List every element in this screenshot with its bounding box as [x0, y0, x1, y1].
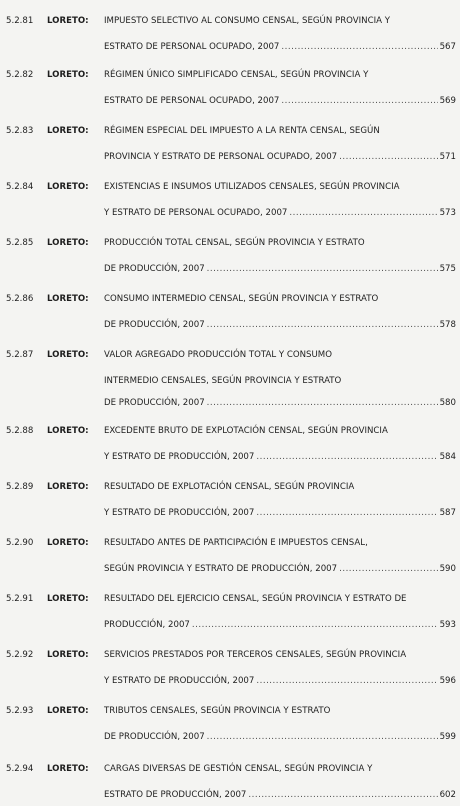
toc-entry-number: 5.2.86 — [6, 294, 34, 304]
toc-entry-title — [104, 424, 456, 468]
toc-entry-number: 5.2.84 — [6, 182, 34, 192]
toc-entry-title-line: Y ESTRATO DE PRODUCCIÓN, 2007 — [104, 508, 255, 518]
toc-entry-last-line — [104, 392, 456, 414]
toc-entry-title-line: ESTRATO DE PERSONAL OCUPADO, 2007 — [104, 96, 280, 106]
toc-entry-last-line — [104, 90, 456, 112]
toc-entry-number: 5.2.92 — [6, 650, 34, 660]
toc-entry-title-line: RÉGIMEN ESPECIAL DEL IMPUESTO A LA RENTA CENSAL, SEGÚN — [104, 126, 380, 136]
toc-entry-title-line: IMPUESTO SELECTIVO AL CONSUMO CENSAL, SEGÚN PROVINCIA Y — [104, 16, 391, 26]
toc-entry-region: LORETO: — [47, 538, 89, 548]
toc-entry-title-line: ESTRATO DE PERSONAL OCUPADO, 2007 — [104, 42, 280, 52]
toc-entry-region: LORETO: — [47, 70, 89, 80]
toc-entry-page-number: 573 — [439, 208, 456, 218]
toc-entry-title — [104, 14, 456, 58]
toc-entry-page-number: 593 — [439, 620, 456, 630]
toc-entry-region: LORETO: — [47, 16, 89, 26]
toc-entry-last-line — [104, 314, 456, 336]
toc-entry-title-line: CONSUMO INTERMEDIO CENSAL, SEGÚN PROVINCIA Y ESTRATO — [104, 294, 379, 304]
toc-entry-page-number: 567 — [439, 42, 456, 52]
toc-entry-title-line: CARGAS DIVERSAS DE GESTIÓN CENSAL, SEGÚN PROVINCIA Y — [104, 764, 373, 774]
toc-entry-title-line: INTERMEDIO CENSALES, SEGÚN PROVINCIA Y ESTRATO — [104, 376, 342, 386]
toc-entry-region: LORETO: — [47, 294, 89, 304]
toc-entry-number: 5.2.91 — [6, 594, 34, 604]
toc-entry-region: LORETO: — [47, 594, 89, 604]
toc-entry-title-line: VALOR AGREGADO PRODUCCIÓN TOTAL Y CONSUMO — [104, 350, 332, 360]
toc-entry-title-line: PRODUCCIÓN, 2007 — [104, 620, 190, 630]
toc-entry-region: LORETO: — [47, 706, 89, 716]
toc-entry-last-line — [104, 614, 456, 636]
toc-entry-last-line — [104, 202, 456, 224]
toc-entry-title — [104, 480, 456, 524]
toc-entry-number: 5.2.82 — [6, 70, 34, 80]
toc-entry-title — [104, 292, 456, 336]
toc-entry-page-number: 575 — [439, 264, 456, 274]
toc-entry-title — [104, 704, 456, 748]
toc-entry-last-line — [104, 36, 456, 58]
dot-leader — [192, 614, 438, 636]
dot-leader — [256, 502, 437, 524]
dot-leader — [339, 146, 437, 168]
toc-entry-title — [104, 180, 456, 224]
toc-entry-number: 5.2.90 — [6, 538, 34, 548]
toc-entry-title-line: RESULTADO DEL EJERCICIO CENSAL, SEGÚN PROVINCIA Y ESTRATO DE — [104, 594, 407, 604]
toc-entry-last-line — [104, 784, 456, 806]
toc-entry-title-line: EXCEDENTE BRUTO DE EXPLOTACIÓN CENSAL, SEGÚN PROVINCIA — [104, 426, 388, 436]
dot-leader — [207, 258, 438, 280]
toc-entry-last-line — [104, 146, 456, 168]
dot-leader — [256, 670, 437, 692]
toc-entry-title — [104, 648, 456, 692]
toc-entry-number: 5.2.83 — [6, 126, 34, 136]
dot-leader — [281, 36, 437, 58]
toc-entry-title-line: EXISTENCIAS E INSUMOS UTILIZADOS CENSALES, SEGÚN PROVINCIA — [104, 182, 400, 192]
dot-leader — [256, 446, 437, 468]
toc-entry-title-line: Y ESTRATO DE PERSONAL OCUPADO, 2007 — [104, 208, 288, 218]
toc-entry-last-line — [104, 670, 456, 692]
toc-entry-title-line: RESULTADO ANTES DE PARTICIPACIÓN E IMPUESTOS CENSAL, — [104, 538, 368, 548]
dot-leader — [281, 90, 437, 112]
toc-entry-title-line: Y ESTRATO DE PRODUCCIÓN, 2007 — [104, 452, 255, 462]
toc-entry-region: LORETO: — [47, 426, 89, 436]
toc-entry-number: 5.2.85 — [6, 238, 34, 248]
toc-entry-title-line: DE PRODUCCIÓN, 2007 — [104, 320, 205, 330]
toc-entry-page-number: 599 — [439, 732, 456, 742]
toc-entry-title — [104, 236, 456, 280]
toc-entry-page-number: 602 — [439, 790, 456, 800]
toc-entry-number: 5.2.87 — [6, 350, 34, 360]
toc-entry-title — [104, 536, 456, 580]
toc-entry-title — [104, 124, 456, 168]
toc-entry-region: LORETO: — [47, 126, 89, 136]
toc-entry-title-line: SERVICIOS PRESTADOS POR TERCEROS CENSALES, SEGÚN PROVINCIA — [104, 650, 407, 660]
toc-entry-region: LORETO: — [47, 482, 89, 492]
toc-entry-title — [104, 68, 456, 112]
toc-entry-region: LORETO: — [47, 238, 89, 248]
toc-entry-page-number: 569 — [439, 96, 456, 106]
toc-entry-title-line: DE PRODUCCIÓN, 2007 — [104, 398, 205, 408]
toc-entry-page-number: 587 — [439, 508, 456, 518]
dot-leader — [207, 392, 438, 414]
toc-entry-number: 5.2.93 — [6, 706, 34, 716]
toc-entry-last-line — [104, 558, 456, 580]
toc-entry-title-line: TRIBUTOS CENSALES, SEGÚN PROVINCIA Y ESTRATO — [104, 706, 331, 716]
toc-entry-title — [104, 762, 456, 806]
toc-entry-last-line — [104, 502, 456, 524]
toc-entry-title-line: PRODUCCIÓN TOTAL CENSAL, SEGÚN PROVINCIA Y ESTRATO — [104, 238, 365, 248]
toc-entry-title-line: SEGÚN PROVINCIA Y ESTRATO DE PRODUCCIÓN, 2007 — [104, 564, 338, 574]
dot-leader — [207, 314, 438, 336]
toc-entry-number: 5.2.94 — [6, 764, 34, 774]
dot-leader — [248, 784, 437, 806]
toc-entry-title-line: Y ESTRATO DE PRODUCCIÓN, 2007 — [104, 676, 255, 686]
toc-entry-page-number: 578 — [439, 320, 456, 330]
dot-leader — [339, 558, 437, 580]
toc-entry-region: LORETO: — [47, 764, 89, 774]
toc-entry-title-line: DE PRODUCCIÓN, 2007 — [104, 264, 205, 274]
toc-entry-page-number: 590 — [439, 564, 456, 574]
toc-entry-title-line: PROVINCIA Y ESTRATO DE PERSONAL OCUPADO, 2007 — [104, 152, 338, 162]
toc-entry-number: 5.2.88 — [6, 426, 34, 436]
toc-entry-region: LORETO: — [47, 650, 89, 660]
toc-entry-title-line: RESULTADO DE EXPLOTACIÓN CENSAL, SEGÚN PROVINCIA — [104, 482, 355, 492]
toc-entry-region: LORETO: — [47, 182, 89, 192]
toc-entry-number: 5.2.81 — [6, 16, 34, 26]
toc-entry-title-line: DE PRODUCCIÓN, 2007 — [104, 732, 205, 742]
dot-leader — [207, 726, 438, 748]
toc-entry-title-line: ESTRATO DE PRODUCCIÓN, 2007 — [104, 790, 247, 800]
toc-entry-last-line — [104, 258, 456, 280]
toc-entry-last-line — [104, 726, 456, 748]
toc-entry-title — [104, 592, 456, 636]
toc-entry-page-number: 596 — [439, 676, 456, 686]
toc-entry-page-number: 580 — [439, 398, 456, 408]
toc-entry-title — [104, 348, 456, 414]
toc-entry-region: LORETO: — [47, 350, 89, 360]
dot-leader — [289, 202, 437, 224]
toc-entry-page-number: 571 — [439, 152, 456, 162]
toc-entry-title-line: RÉGIMEN ÚNICO SIMPLIFICADO CENSAL, SEGÚN PROVINCIA Y — [104, 70, 369, 80]
toc-entry-number: 5.2.89 — [6, 482, 34, 492]
toc-entry-last-line — [104, 446, 456, 468]
toc-entry-page-number: 584 — [439, 452, 456, 462]
